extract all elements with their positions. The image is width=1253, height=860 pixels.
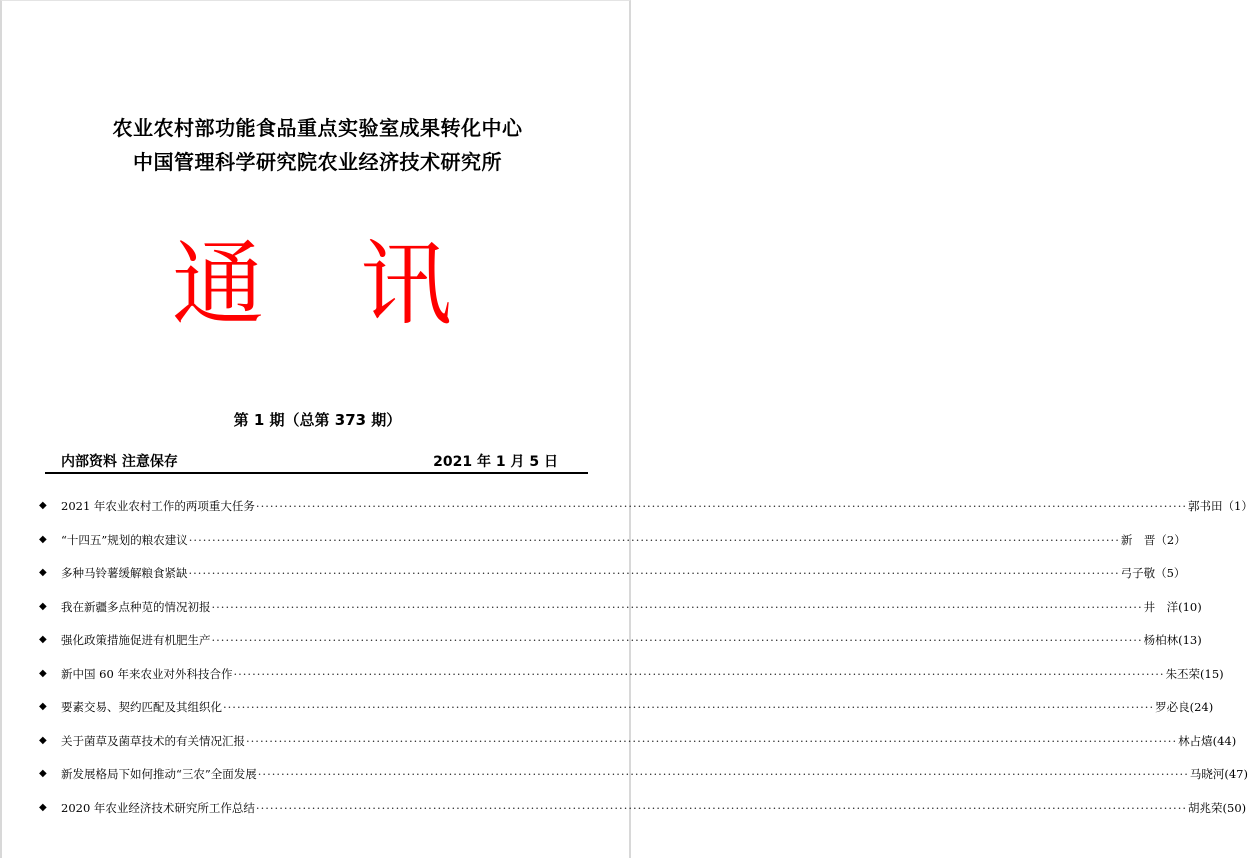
toc-entry-author-page: 林占熺(44) (1178, 733, 1237, 748)
toc-entry-author-page: 井 洋(10) (1143, 599, 1202, 614)
diamond-bullet-icon: ◆ (39, 768, 47, 779)
toc-leader-dots: ········································································································································································································ (188, 532, 1120, 547)
toc-entry[interactable] (39, 532, 1186, 548)
toc-entry-author-page: 罗必良(24) (1155, 700, 1214, 714)
toc-entry-title: “十四五”规划的粮农建议 (61, 532, 188, 547)
diamond-bullet-icon: ◆ (39, 533, 47, 545)
toc-leader-dots: ········································································································································································································ (211, 599, 1143, 614)
issue-number: 第 1 期（总第 373 期） (233, 411, 402, 429)
toc-leader-dots: ········································································································································································································ (223, 700, 1155, 714)
title-char-1: 通 (172, 231, 265, 338)
toc-leader-dots: ········································································································································································································ (211, 633, 1143, 647)
toc-entry-author-page: 朱丕荣(15) (1165, 666, 1224, 681)
toc-entry[interactable] (39, 699, 1214, 715)
diamond-bullet-icon: ◆ (39, 500, 47, 511)
toc-entry-title: 多种马铃薯缓解粮食紧缺 (61, 566, 188, 580)
issue-date: 2021 年 1 月 5 日 (433, 454, 558, 470)
newsletter-title (0, 230, 635, 340)
diamond-bullet-icon: ◆ (39, 734, 47, 746)
confidential-notice: 内部资料 注意保存 (61, 454, 178, 470)
toc-entry-title: 强化政策措施促进有机肥生产 (61, 633, 211, 647)
toc-entry[interactable] (39, 565, 1186, 581)
toc-leader-dots: ········································································································································································································ (255, 499, 1188, 513)
toc-entry-title: 我在新疆多点种苋的情况初报 (61, 599, 211, 614)
toc-entry-author-page: 杨柏林(13) (1143, 633, 1202, 647)
toc-entry-author-page: 郭书田（1） (1188, 499, 1253, 513)
toc-entry-author-page: 马晓河(47) (1189, 767, 1248, 781)
org-name-line-1: 农业农村部功能食品重点实验室成果转化中心 (112, 116, 523, 140)
toc-entry[interactable] (39, 733, 1237, 749)
toc-entry-author-page: 胡兆荣(50) (1188, 800, 1247, 815)
toc-leader-dots: ········································································································································································································ (246, 733, 1178, 748)
toc-entry-author-page: 弓子敬（5） (1120, 566, 1186, 580)
toc-leader-dots: ········································································································································································································ (188, 566, 1120, 580)
toc-entry[interactable] (39, 666, 1224, 682)
toc-entry[interactable] (39, 498, 1253, 514)
diamond-bullet-icon: ◆ (39, 567, 47, 578)
diamond-bullet-icon: ◆ (39, 667, 47, 679)
header-divider (45, 472, 588, 474)
toc-entry-title: 新发展格局下如何推动“三农”全面发展 (61, 767, 257, 781)
toc-entry[interactable] (39, 632, 1202, 648)
toc-entry-title: 要素交易、契约匹配及其组织化 (61, 700, 222, 714)
diamond-bullet-icon: ◆ (39, 701, 47, 712)
org-name-line-2: 中国管理科学研究院农业经济技术研究所 (133, 150, 502, 174)
toc-entry[interactable] (39, 800, 1247, 816)
toc-entry-title: 关于菌草及菌草技术的有关情况汇报 (61, 733, 245, 748)
toc-entry-author-page: 新 晋（2） (1120, 532, 1186, 547)
title-char-2: 讯 (360, 231, 453, 338)
diamond-bullet-icon: ◆ (39, 600, 47, 612)
diamond-bullet-icon: ◆ (39, 634, 47, 645)
toc-entry[interactable] (39, 599, 1202, 615)
toc-entry-title: 2021 年农业农村工作的两项重大任务 (61, 499, 255, 513)
toc-leader-dots: ········································································································································································································ (257, 767, 1189, 781)
toc-entry[interactable] (39, 766, 1248, 782)
diamond-bullet-icon: ◆ (39, 801, 47, 813)
toc-leader-dots: ········································································································································································································ (233, 666, 1165, 681)
toc-entry-title: 2020 年农业经济技术研究所工作总结 (61, 800, 255, 815)
toc-leader-dots: ········································································································································································································ (255, 800, 1188, 815)
toc-entry-title: 新中国 60 年来农业对外科技合作 (61, 666, 233, 681)
